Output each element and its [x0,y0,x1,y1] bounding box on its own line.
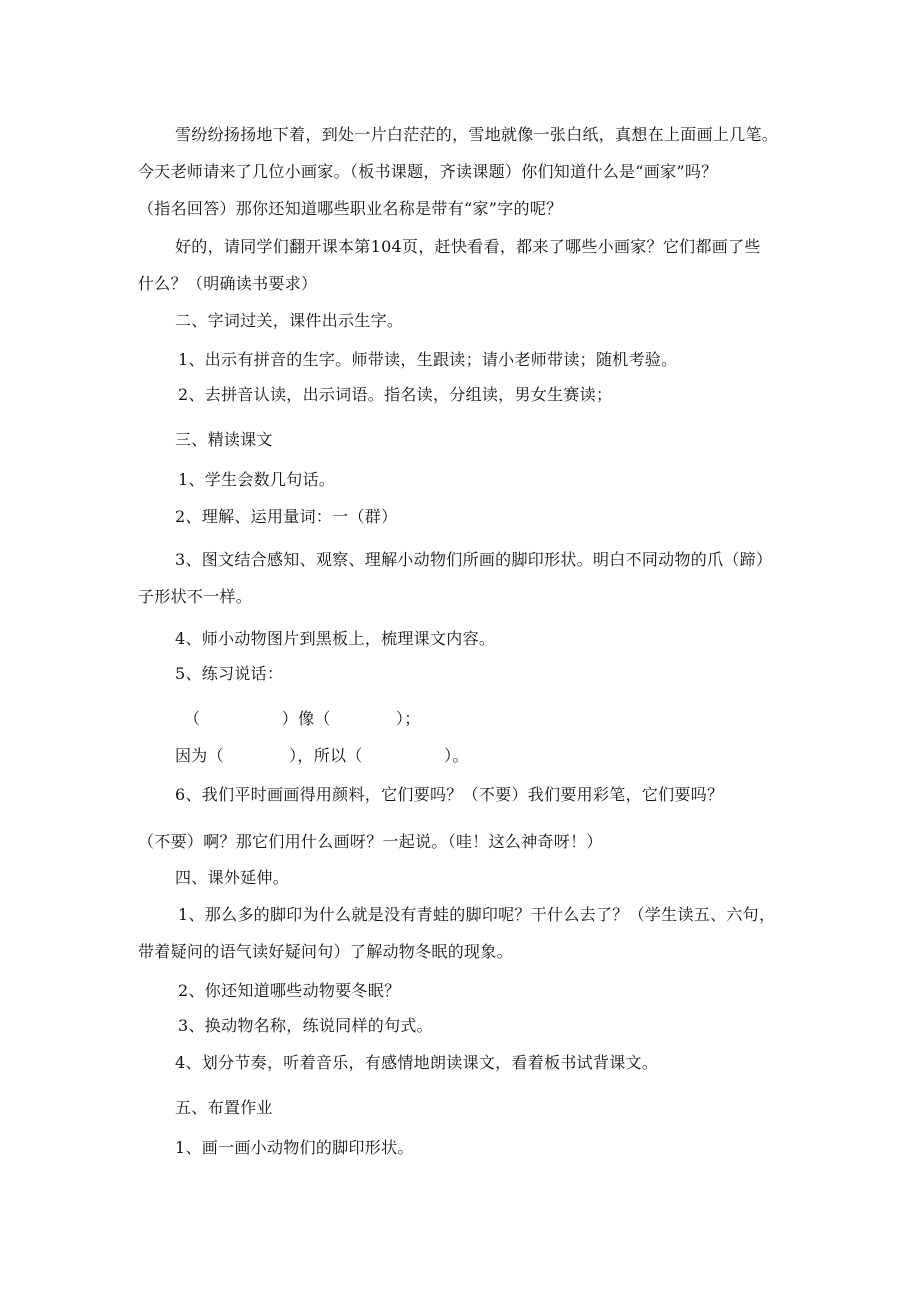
section-heading: 二、字词过关，课件出示生字。 [175,311,404,330]
text-line: 1、画一画小动物们的脚印形状。 [175,1138,414,1157]
text-line: 3、图文结合感知、观察、理解小动物们所画的脚印形状。明白不同动物的爪（蹄） [175,550,773,569]
text-line: 4、师小动物图片到黑板上，梳理课文内容。 [175,629,496,648]
text-line: 子形状不一样。 [138,587,253,606]
text-line: 2、理解、运用量词：一（群） [175,507,398,526]
text-line: 带着疑问的语气读好疑问句）了解动物冬眠的现象。 [138,942,513,961]
text-line: 什么？（明确读书要求） [138,274,318,293]
text-line: 2、去拼音认读，出示词语。指名读，分组读，男女生赛读； [178,385,613,404]
fill-in-blank: （ ）像（ ）； [184,709,421,728]
text-line: 雪纷纷扬扬地下着，到处一片白茫茫的，雪地就像一张白纸，真想在上面画上几笔。 [175,125,779,144]
text-line: 3、换动物名称，练说同样的句式。 [178,1016,433,1035]
text-line: 6、我们平时画画得用颜料，它们要吗？（不要）我们要用彩笔，它们要吗？ [175,785,724,804]
text-line: 4、划分节奏，听着音乐，有感情地朗读课文，看着板书试背课文。 [175,1053,659,1072]
text-line: （指名回答）那你还知道哪些职业名称是带有“家”字的呢？ [138,199,563,218]
text-line: 2、你还知道哪些动物要冬眠？ [178,981,401,1000]
text-line: 1、出示有拼音的生字。师带读，生跟读；请小老师带读；随机考验。 [178,350,678,369]
text-line: 1、那么多的脚印为什么就是没有青蛙的脚印呢？干什么去了？（学生读五、六句， [178,905,776,924]
text-line: 1、学生会数几句话。 [178,470,336,489]
text-line: （不要）啊？那它们用什么画呀？一起说。（哇！这么神奇呀！） [138,832,603,851]
section-heading: 三、精读课文 [175,430,273,449]
text-line: 好的，请同学们翻开课本第104页，赶快看看，都来了哪些小画家？它们都画了些 [175,237,761,256]
section-heading: 四、课外延伸。 [175,868,290,887]
text-line: 今天老师请来了几位小画家。（板书课题，齐读课题）你们知道什么是“画家”吗？ [138,162,718,181]
section-heading: 五、布置作业 [175,1098,273,1117]
fill-in-blank: 因为（ ），所以（ ）。 [175,746,469,765]
text-line: 5、练习说话： [175,664,284,683]
